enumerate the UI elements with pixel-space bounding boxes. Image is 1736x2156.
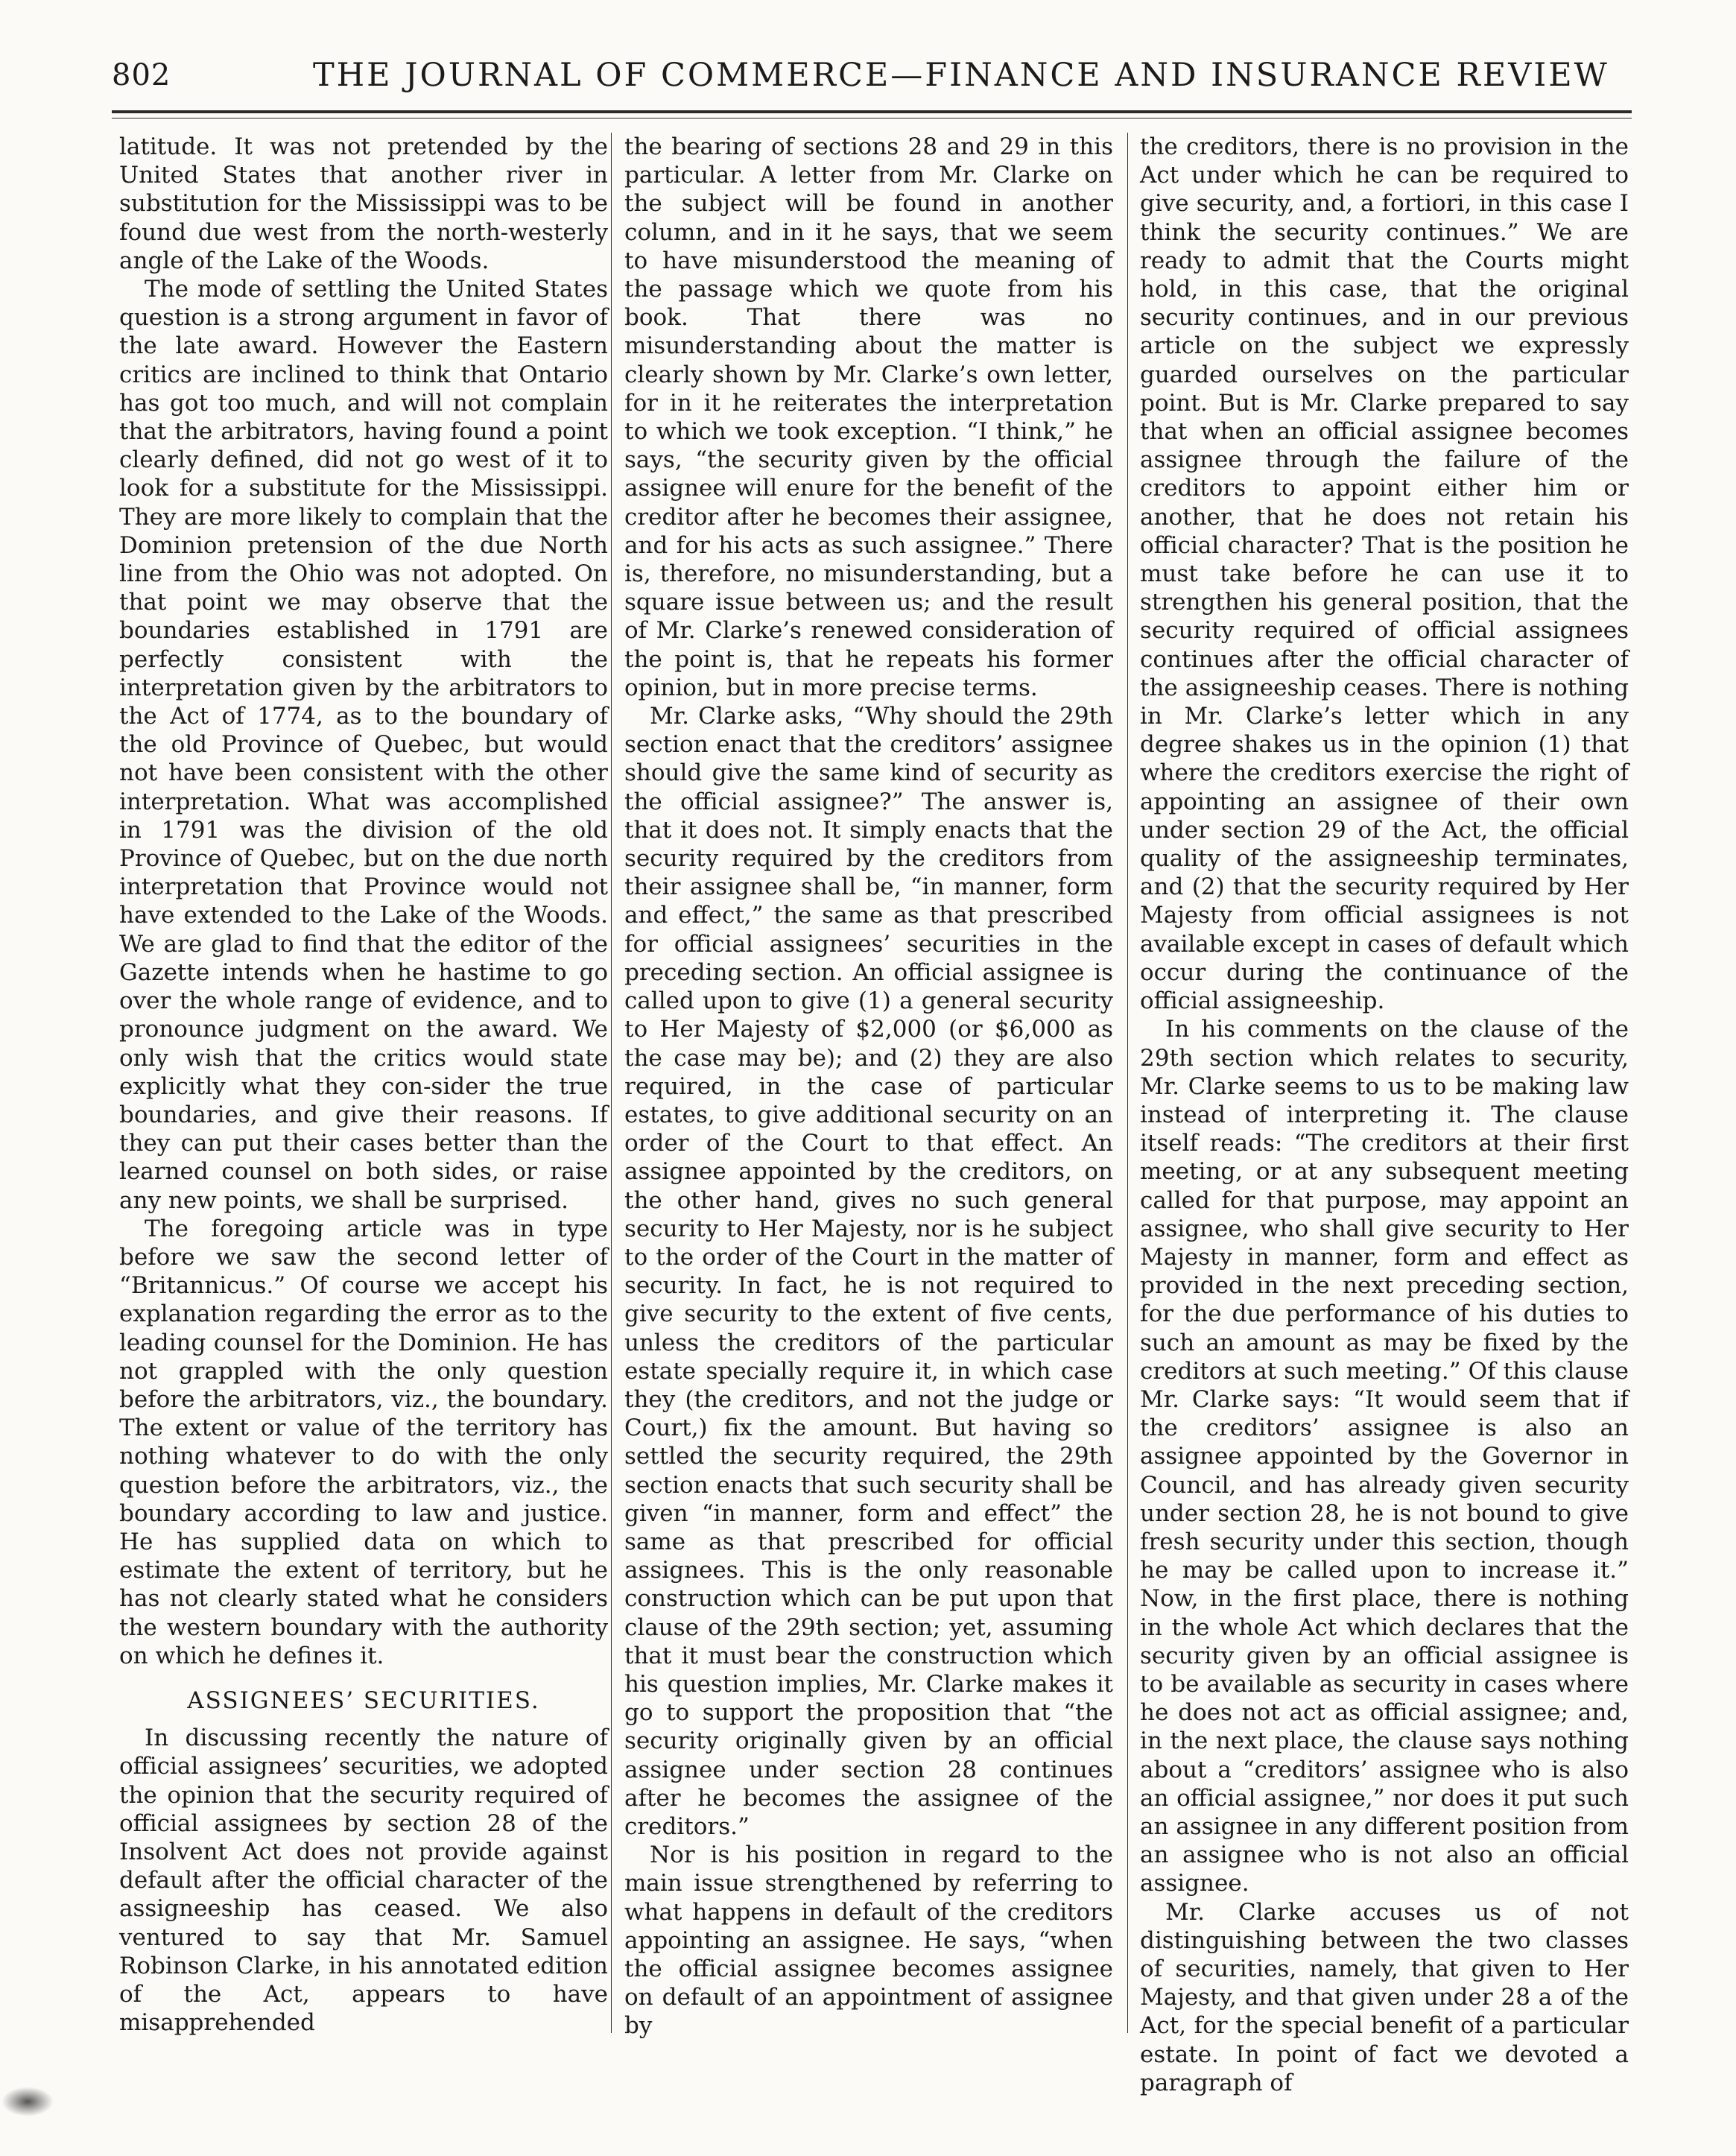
paragraph: In discussing recently the nature of official assignees’ securities, we adopted the opinion that the security required of official assignees by section 28 of the Insolvent Act does not provide against default after the official character of the assigneeship has ceased. We also ventured to say that Mr. Samuel Robinson Clarke, in his annotated edition of the Act, appears to have misapprehended (119, 1725, 608, 2037)
paragraph: latitude. It was not pretended by the United States that another river in substitution for the Mississippi was to be found due west from the north-westerly angle of the Lake of the Woods. (119, 133, 608, 274)
running-head: THE JOURNAL OF COMMERCE—FINANCE AND INSURANCE REVIEW (313, 57, 1609, 94)
section-heading: ASSIGNEES’ SECURITIES. (187, 1686, 540, 1714)
paragraph: the creditors, there is no provision in the Act under which he can be required to give security, and, a fortiori, in this case I think the security continues.” We are ready to admit that the Courts might hold, in this case, that the original security continues, and in our previous article on the subject we expressly guarded ourselves on the particular point. But is Mr. Clarke prepared to say that when an official assignee becomes assignee through the failure of the creditors to appoint either him or another, that he does not retain his official character? That is the position he must take before he can use it to strengthen his general position, that the security required of official assignees continues after the official character of the assigneeship ceases. There is nothing in Mr. Clarke’s letter which in any degree shakes us in the opinion (1) that where the creditors exercise the right of appointing an assignee of their own under section 29 of the Act, the official quality of the assigneeship terminates, and (2) that the security required by Her Majesty from official assignees is not available except in cases of default which occur during the continuance of the official assigneeship. (1140, 133, 1629, 1015)
column-divider (611, 133, 612, 2033)
column-3 (1140, 133, 1629, 2097)
page-number: 802 (112, 58, 171, 92)
paragraph: Nor is his position in regard to the main issue strengthened by referring to what happens in default of the creditors appointing an assignee. He says, “when the official assignee becomes assignee on default of an appointment of assignee by (624, 1842, 1113, 2040)
page-header (112, 52, 1632, 104)
paragraph: Mr. Clarke accuses us of not distinguishing between the two classes of securities, namely, that given to Her Majesty, and that given under 28 a of the Act, for the special benefit of a particular estate. In point of fact we devoted a paragraph of (1140, 1898, 1629, 2096)
paragraph: The mode of settling the United States question is a strong argument in favor of the late award. However the Eastern critics are inclined to think that Ontario has got too much, and will not complain that the arbitrators, having found a point clearly defined, did not go west of it to look for a substitute for the Mississippi. They are more likely to complain that the Dominion pretension of the due North line from the Ohio was not adopted. On that point we may observe that the boundaries established in 1791 are perfectly consistent with the interpretation given by the arbitrators to the Act of 1774, as to the boundary of the old Province of Quebec, but would not have been consistent with the other interpretation. What was accomplished in 1791 was the division of the old Province of Quebec, but on the due north interpretation that Province would not have extended to the Lake of the Woods. We are glad to find that the editor of the Gazette intends when he hastime to go over the whole range of evidence, and to pronounce judgment on the award. We only wish that the critics would state explicitly what they con-sider the true boundaries, and give their reasons. If they can put their cases better than the learned counsel on both sides, or raise any new points, we shall be surprised. (119, 276, 608, 1214)
paragraph: the bearing of sections 28 and 29 in this particular. A letter from Mr. Clarke on the subject will be found in another column, and in it he says, that we seem to have misunderstood the meaning of the passage which we quote from his book. That there was no misunderstanding about the matter is clearly shown by Mr. Clarke’s own letter, for in it he reiterates the interpretation to which we took exception. “I think,” he says, “the security given by the official assignee will enure for the benefit of the creditor after he becomes their assignee, and for his acts as such assignee.” There is, therefore, no misunderstanding, but a square issue between us; and the result of Mr. Clarke’s renewed consideration of the point is, that he repeats his former opinion, but in more precise terms. (624, 133, 1113, 701)
paragraph: The foregoing article was in type before we saw the second letter of “Britannicus.” Of course we accept his explanation regarding the error as to the leading counsel for the Dominion. He has not grappled with the only question before the arbitrators, viz., the boundary. The extent or value of the territory has nothing whatever to do with the only question before the arbitrators, viz., the boundary according to law and justice. He has supplied data on which to estimate the extent of territory, but he has not clearly stated what he considers the western boundary with the authority on which he defines it. (119, 1215, 608, 1669)
header-rule (112, 110, 1632, 113)
column-1 (119, 133, 608, 2037)
column-2 (624, 133, 1113, 2040)
paragraph: In his comments on the clause of the 29th section which relates to security, Mr. Clarke seems to us to be making law instead of interpreting it. The clause itself reads: “The creditors at their first meeting, or at any subsequent meeting called for that purpose, may appoint an assignee, who shall give security to Her Majesty in manner, form and effect as provided in the next preceding section, for the due performance of his duties to such an amount as may be fixed by the creditors at such meeting.” Of this clause Mr. Clarke says: “It would seem that if the creditors’ assignee is also an assignee appointed by the Governor in Council, and has already given security under section 28, he is not bound to give fresh security under this section, though he may be called upon to increase it.” Now, in the first place, there is nothing in the whole Act which declares that the security given by an official assignee is to be available as security in cases where he does not act as official assignee; and, in the next place, the clause says nothing about a “creditors’ assignee who is also an official assignee,” nor does it put such an assignee in any different position from an assignee who is not also an official assignee. (1140, 1016, 1629, 1897)
paragraph: Mr. Clarke asks, “Why should the 29th section enact that the creditors’ assignee should give the same kind of security as the official assignee?” The answer is, that it does not. It simply enacts that the security required by the creditors from their assignee shall be, “in manner, form and effect,” the same as that prescribed for official assignees’ securities in the preceding section. An official assignee is called upon to give (1) a general security to Her Majesty of $2,000 (or $6,000 as the case may be); and (2) they are also required, in the case of particular estates, to give additional security on an order of the Court to that effect. An assignee appointed by the creditors, on the other hand, gives no such general security to Her Majesty, nor is he subject to the order of the Court in the matter of security. In fact, he is not required to give security to the extent of five cents, unless the creditors of the particular estate specially require it, in which case they (the creditors, and not the judge or Court,) fix the amount. But having so settled the security required, the 29th section enacts that such security shall be given “in manner, form and effect” the same as that prescribed for official assignees. This is the only reasonable construction which can be put upon that clause of the 29th section; yet, assuming that it must bear the construction which his question implies, Mr. Clarke makes it go to support the proposition that “the security originally given by an official assignee under section 28 continues after he becomes the assignee of the creditors.” (624, 703, 1113, 1840)
column-divider (1127, 133, 1128, 2033)
ink-smudge (1, 2087, 54, 2117)
